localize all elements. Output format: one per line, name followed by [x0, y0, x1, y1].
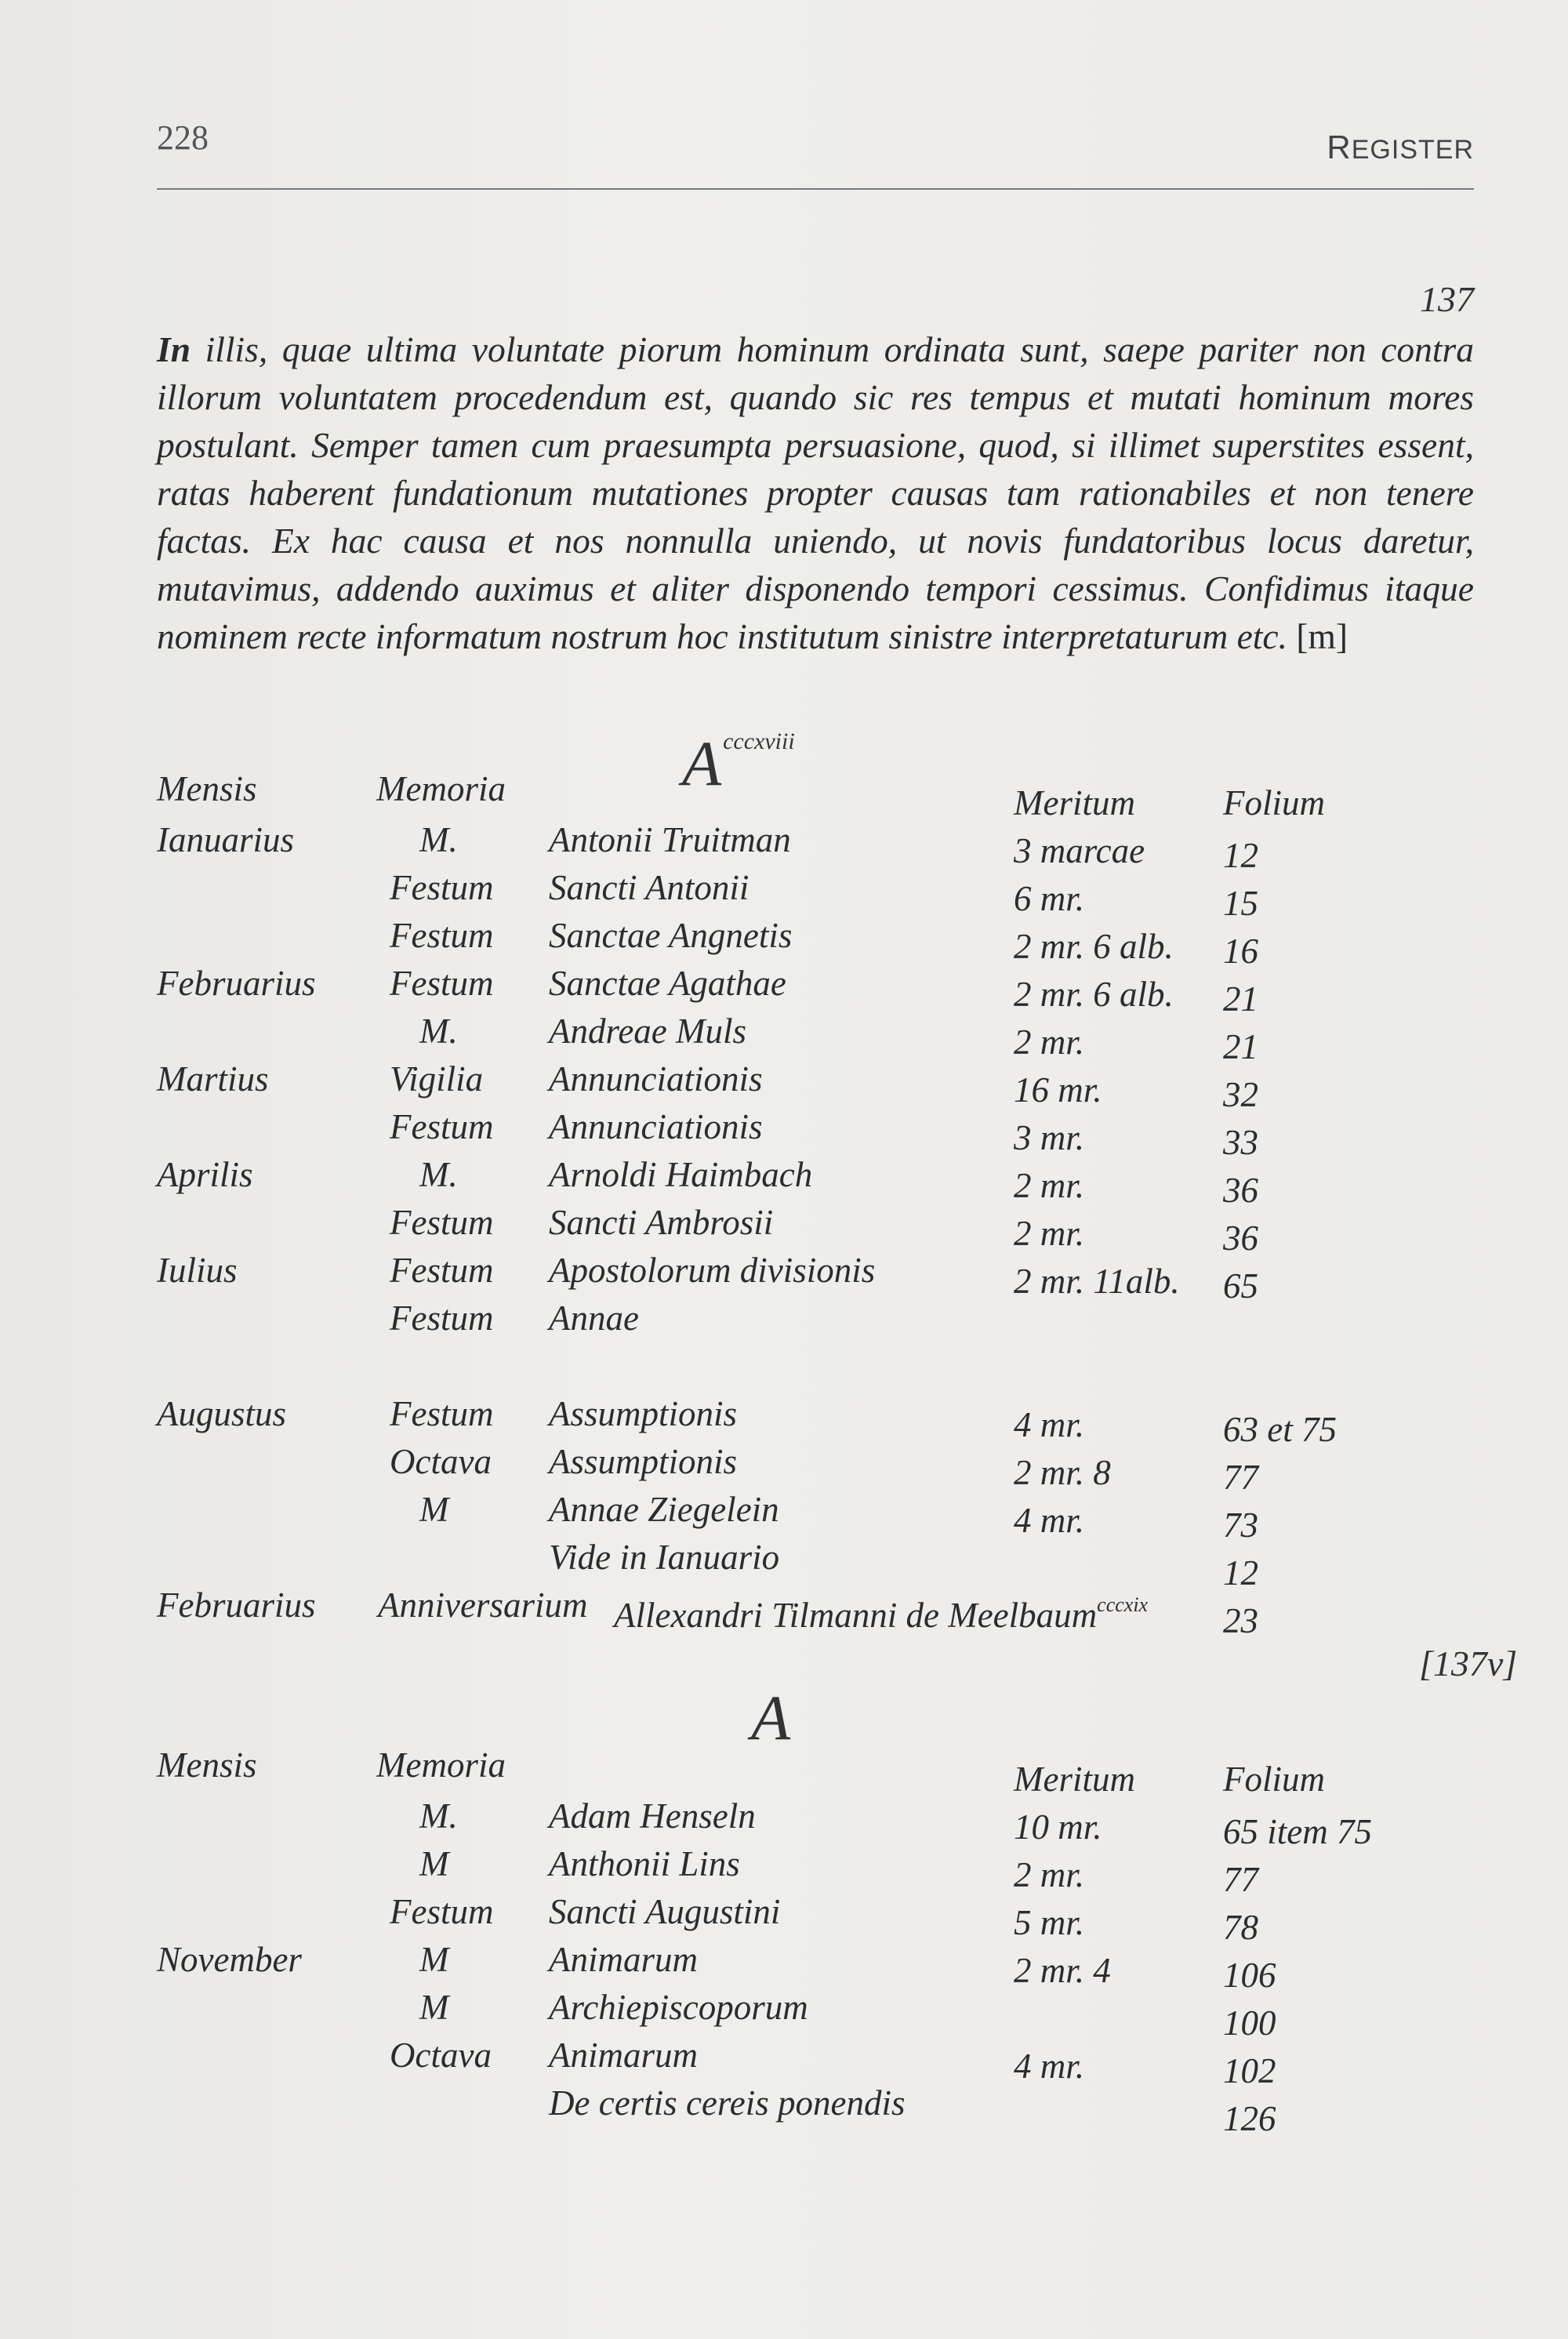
paragraph-text: illis, quae ultima voluntate piorum hominum ordinata sunt, saepe pariter non contra illorum voluntatem procedendum est, quando sic res tempus et mutati hominum mores postulant. Semper tamen cum praesumpta persuasione, quod, si illimet superstites essent, ratas haberent fundationum mutationes propter causas tam rationabiles et non tenere factas. Ex hac causa et nos nonnulla uniendo, ut novis fundatoribus locus daretur, mutavimus, addendo auximus et aliter disponendo tempori cessimus. Confidimus itaque nominem recte informatum nostrum hoc institutum sinistre interpretaturum etc. — [157, 329, 1474, 656]
folio-marker-137v: [137v] — [1419, 1643, 1518, 1683]
cell-meritum: 6 mr. — [1014, 879, 1085, 918]
cell-name-text: Sancti Antonii — [549, 868, 750, 907]
cell-name — [549, 1202, 773, 1243]
cell-folium: 12 — [1223, 836, 1258, 875]
cell-meritum: 4 mr. — [1014, 1501, 1085, 1540]
running-head-initial: R — [1327, 129, 1352, 165]
cell-memoria: Festum — [390, 1298, 494, 1338]
column-header-mensis: Mensis — [157, 769, 257, 808]
cell-memoria: Octava — [390, 1442, 492, 1481]
cell-name — [549, 1011, 746, 1051]
cell-mensis: Martius — [157, 1059, 269, 1099]
cell-name-footnote-ref: cccxix — [1097, 1593, 1149, 1616]
cell-folium: 32 — [1223, 1075, 1258, 1114]
page-number: 228 — [157, 118, 209, 157]
cell-name — [549, 1298, 639, 1338]
cell-folium: 16 — [1223, 932, 1258, 971]
cell-meritum: 4 mr. — [1014, 2047, 1085, 2086]
cell-meritum: 10 mr. — [1014, 1807, 1102, 1847]
cell-name — [549, 867, 749, 908]
cell-name-text: Animarum — [549, 1940, 698, 1979]
cell-memoria: Festum — [390, 1203, 494, 1242]
cell-name-text: Animarum — [549, 2036, 698, 2075]
cell-folium: 12 — [1223, 1553, 1258, 1593]
cell-meritum: 3 mr. — [1014, 1118, 1085, 1157]
cell-meritum: 2 mr. — [1014, 1855, 1085, 1894]
cell-name-text: Arnoldi Haimbach — [549, 1155, 813, 1194]
cell-mensis: Augustus — [157, 1394, 287, 1433]
cell-name — [549, 1154, 812, 1195]
cell-folium: 33 — [1223, 1123, 1258, 1162]
cell-folium: 21 — [1223, 1027, 1258, 1066]
cell-memoria: M. — [419, 1796, 458, 1836]
page-header — [157, 118, 1474, 190]
cell-name-text: Sancti Ambrosii — [549, 1203, 774, 1242]
cell-meritum: 2 mr. — [1014, 1214, 1085, 1253]
cell-name-text: Vide in Ianuario — [549, 1538, 780, 1577]
cell-folium: 102 — [1223, 2051, 1276, 2090]
cell-memoria: Vigilia — [390, 1059, 484, 1099]
cell-meritum: 2 mr. 6 alb. — [1014, 927, 1174, 966]
cell-name-text: Annae — [549, 1298, 639, 1338]
column-header-mensis: Mensis — [157, 1745, 257, 1785]
cell-name — [549, 1796, 756, 1836]
section-heading-a-2: A — [751, 1682, 791, 1753]
cell-name-text: Annunciationis — [549, 1107, 763, 1146]
cell-name — [549, 1059, 762, 1099]
cell-meritum: 2 mr. 6 alb. — [1014, 975, 1174, 1014]
cell-name-text: Antonii Truitman — [549, 820, 791, 859]
cell-meritum: 16 mr. — [1014, 1070, 1102, 1110]
cell-name — [614, 1585, 1148, 1636]
cell-meritum: 2 mr. 4 — [1014, 1951, 1111, 1990]
cell-name-text: Archiepiscoporum — [549, 1988, 808, 2027]
cell-folium: 77 — [1223, 1860, 1258, 1899]
cell-memoria: M. — [419, 1155, 458, 1194]
cell-name-text: Annunciationis — [549, 1059, 763, 1099]
cell-memoria: Festum — [390, 964, 494, 1003]
folio-marker-137: 137 — [1420, 279, 1474, 319]
cell-name-text: Assumptionis — [549, 1442, 738, 1481]
paragraph-initial: In — [157, 329, 191, 369]
cell-name-text: Sanctae Agathae — [549, 964, 786, 1003]
cell-meritum: 2 mr. — [1014, 1022, 1085, 1062]
cell-folium: 21 — [1223, 979, 1258, 1019]
section-letter: A — [682, 728, 722, 799]
cell-folium: 65 item 75 — [1223, 1812, 1372, 1851]
cell-name — [549, 2035, 698, 2076]
cell-name — [549, 1843, 740, 1884]
cell-name — [549, 1441, 737, 1482]
cell-name-text: Annae Ziegelein — [549, 1490, 779, 1529]
cell-name-text: De certis cereis ponendis — [549, 2083, 906, 2123]
cell-folium: 23 — [1223, 1601, 1258, 1640]
cell-meritum: 2 mr. 8 — [1014, 1453, 1111, 1492]
cell-folium: 63 et 75 — [1223, 1410, 1337, 1449]
cell-folium: 126 — [1223, 2099, 1276, 2138]
cell-name — [549, 2083, 905, 2123]
cell-mensis: Aprilis — [157, 1155, 253, 1194]
cell-name — [549, 1106, 762, 1147]
column-header-meritum: Meritum — [1014, 783, 1135, 823]
cell-memoria: Festum — [390, 1394, 494, 1433]
cell-memoria: M — [419, 1490, 449, 1529]
cell-folium: 73 — [1223, 1505, 1258, 1545]
cell-name-text: Andreae Muls — [549, 1012, 747, 1051]
cell-mensis: Februarius — [157, 964, 316, 1003]
column-header-folium: Folium — [1223, 783, 1325, 823]
cell-name — [549, 915, 792, 956]
cell-folium: 36 — [1223, 1219, 1258, 1258]
cell-meritum: 5 mr. — [1014, 1903, 1085, 1942]
column-header-memoria: Memoria — [376, 769, 506, 808]
cell-name — [549, 1891, 780, 1932]
cell-memoria: M — [419, 1988, 449, 2027]
cell-folium: 100 — [1223, 2003, 1276, 2043]
cell-folium: 65 — [1223, 1266, 1258, 1306]
cell-memoria: M. — [419, 820, 458, 859]
cell-name — [549, 1393, 737, 1434]
column-header-meritum: Meritum — [1014, 1760, 1135, 1799]
cell-memoria: Anniversarium — [378, 1585, 588, 1625]
cell-name — [549, 1939, 698, 1980]
cell-folium: 77 — [1223, 1458, 1258, 1497]
cell-name — [549, 1537, 779, 1578]
cell-memoria: Festum — [390, 916, 494, 955]
cell-name-text: Allexandri Tilmanni de Meelbaum — [614, 1596, 1098, 1635]
cell-name-text: Sanctae Angnetis — [549, 916, 793, 955]
cell-memoria: Festum — [390, 1107, 494, 1146]
cell-name — [549, 1987, 808, 2028]
cell-memoria: Festum — [390, 868, 494, 907]
cell-memoria: Octava — [390, 2036, 492, 2075]
cell-meritum: 3 marcae — [1014, 831, 1145, 870]
cell-memoria: M. — [419, 1012, 458, 1051]
cell-meritum: 4 mr. — [1014, 1405, 1085, 1444]
cell-folium: 78 — [1223, 1908, 1258, 1947]
cell-name — [549, 1489, 779, 1530]
cell-name-text: Apostolorum divisionis — [549, 1251, 876, 1290]
paragraph-reference: [m] — [1296, 616, 1348, 656]
cell-name — [549, 963, 786, 1004]
cell-meritum: 2 mr. 11alb. — [1014, 1262, 1180, 1301]
cell-mensis: November — [157, 1940, 302, 1979]
body-paragraph — [157, 325, 1474, 660]
cell-memoria: M — [419, 1940, 449, 1979]
running-head — [1327, 129, 1474, 166]
section-heading-a — [682, 710, 795, 799]
column-header-folium: Folium — [1223, 1760, 1325, 1799]
cell-name — [549, 819, 791, 860]
cell-mensis: Iulius — [157, 1251, 238, 1290]
cell-name-text: Assumptionis — [549, 1394, 738, 1433]
cell-memoria: M — [419, 1844, 449, 1883]
cell-name-text: Anthonii Lins — [549, 1844, 740, 1883]
running-head-rest: EGISTER — [1351, 135, 1474, 165]
cell-name-text: Sancti Augustini — [549, 1892, 781, 1931]
cell-memoria: Festum — [390, 1892, 494, 1931]
section-footnote-ref: cccxviii — [723, 728, 795, 754]
cell-meritum: 2 mr. — [1014, 1166, 1085, 1205]
cell-mensis: Ianuarius — [157, 820, 295, 859]
cell-memoria: Festum — [390, 1251, 494, 1290]
cell-name-text: Adam Henseln — [549, 1796, 756, 1836]
column-header-memoria: Memoria — [376, 1745, 506, 1785]
cell-name — [549, 1250, 875, 1291]
cell-folium: 15 — [1223, 884, 1258, 923]
cell-folium: 36 — [1223, 1171, 1258, 1210]
cell-mensis: Februarius — [157, 1585, 316, 1625]
cell-folium: 106 — [1223, 1956, 1276, 1995]
